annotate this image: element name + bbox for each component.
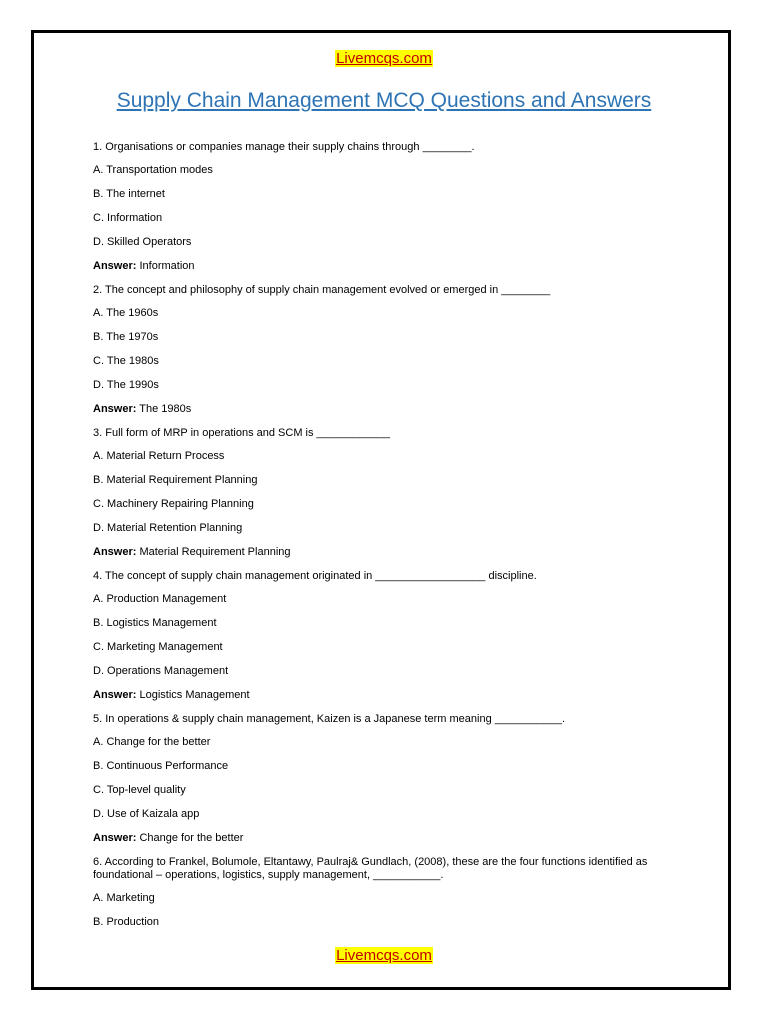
option: D. Operations Management xyxy=(93,665,229,677)
question-text: 3. Full form of MRP in operations and SCM is ____________ xyxy=(93,427,390,439)
document-title: Supply Chain Management MCQ Questions and Answers xyxy=(116,89,652,112)
option: B. Production xyxy=(93,916,160,928)
option: A. Material Return Process xyxy=(93,450,225,462)
question-text: 4. The concept of supply chain management originated in __________________ discipline. xyxy=(93,570,537,582)
answer-label: Answer: xyxy=(93,689,137,701)
question-block xyxy=(93,570,668,702)
answer-line xyxy=(93,403,668,416)
answer-line xyxy=(93,832,668,845)
question-block xyxy=(93,141,668,273)
answer-value: Material Requirement Planning xyxy=(139,546,291,558)
question-text: 2. The concept and philosophy of supply chain management evolved or emerged in ________ xyxy=(93,284,551,296)
option: B. The internet xyxy=(93,188,165,200)
option: C. Top-level quality xyxy=(93,784,186,796)
answer-line xyxy=(93,689,668,702)
site-link-bottom[interactable]: Livemcqs.com xyxy=(336,947,432,964)
option: A. Change for the better xyxy=(93,736,211,748)
option: C. The 1980s xyxy=(93,355,159,367)
question-list xyxy=(93,141,668,940)
question-text: 1. Organisations or companies manage their supply chains through ________. xyxy=(93,141,475,153)
option: D. Use of Kaizala app xyxy=(93,808,200,820)
question-block xyxy=(93,284,668,416)
answer-label: Answer: xyxy=(93,260,137,272)
question-text: 5. In operations & supply chain management, Kaizen is a Japanese term meaning ___________. xyxy=(93,713,566,725)
option: A. The 1960s xyxy=(93,307,159,319)
option: B. Logistics Management xyxy=(93,617,217,629)
question-text: 6. According to Frankel, Bolumole, Eltantawy, Paulraj& Gundlach, (2008), these are the four functions identified as foundational – operations, logistics, supply management, ___________. xyxy=(93,856,648,881)
answer-line xyxy=(93,546,668,559)
question-block xyxy=(93,713,668,845)
question-block xyxy=(93,427,668,559)
option: D. Skilled Operators xyxy=(93,236,192,248)
option: A. Marketing xyxy=(93,892,155,904)
answer-value: Logistics Management xyxy=(139,689,250,701)
option: C. Marketing Management xyxy=(93,641,223,653)
answer-label: Answer: xyxy=(93,832,137,844)
option: B. The 1970s xyxy=(93,331,159,343)
option: B. Material Requirement Planning xyxy=(93,474,258,486)
answer-value: Change for the better xyxy=(139,832,244,844)
site-link-top[interactable]: Livemcqs.com xyxy=(336,50,432,67)
option: D. The 1990s xyxy=(93,379,159,391)
answer-value: Information xyxy=(139,260,195,272)
question-block xyxy=(93,856,668,929)
answer-label: Answer: xyxy=(93,546,137,558)
answer-label: Answer: xyxy=(93,403,137,415)
option: D. Material Retention Planning xyxy=(93,522,243,534)
option: C. Information xyxy=(93,212,163,224)
option: A. Production Management xyxy=(93,593,227,605)
option: B. Continuous Performance xyxy=(93,760,229,772)
option: C. Machinery Repairing Planning xyxy=(93,498,254,510)
answer-line xyxy=(93,260,668,273)
option: A. Transportation modes xyxy=(93,164,213,176)
answer-value: The 1980s xyxy=(139,403,192,415)
